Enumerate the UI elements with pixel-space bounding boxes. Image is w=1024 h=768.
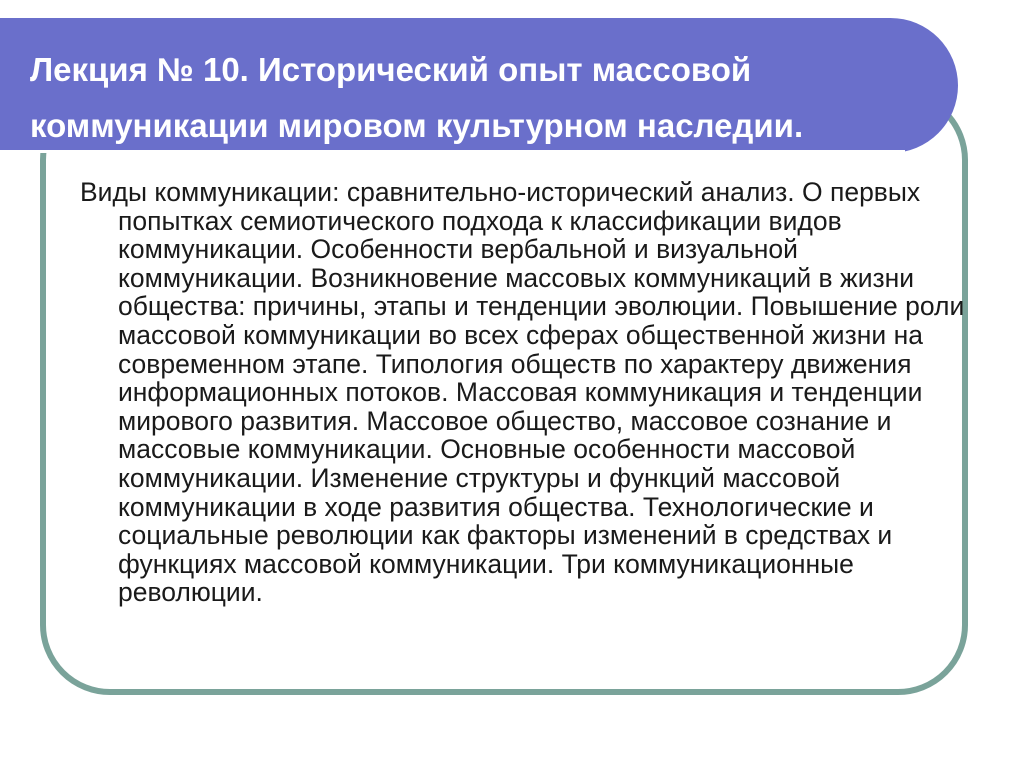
title-band <box>0 18 958 153</box>
slide-title: Лекция № 10. Исторический опыт массовой коммуникации мировом культурном наследии. <box>30 51 804 144</box>
slide-body-text: Виды коммуникации: сравнительно-исторический анализ. О первых попытках семиотического подхода к классификации видов коммуникации. Особенности вербальной и визуальной коммуникации. Возникновение массовых коммуникаций в жизни общества: причины, этапы и тенденции эволюции. Повышение роли массовой коммуникации во всех сферах общественной жизни на современном этапе. Типология обществ по характеру движения информационных потоков. Массовая коммуникация и тенденции мирового развития. Массовое общество, массовое сознание и массовые коммуникации. Основные особенности массовой коммуникации. Изменение структуры и функций массовой коммуникации в ходе развития общества. Технологические и социальные революции как факторы изменений в средствах и функциях массовой коммуникации. Три коммуникационные революции. <box>80 177 965 608</box>
